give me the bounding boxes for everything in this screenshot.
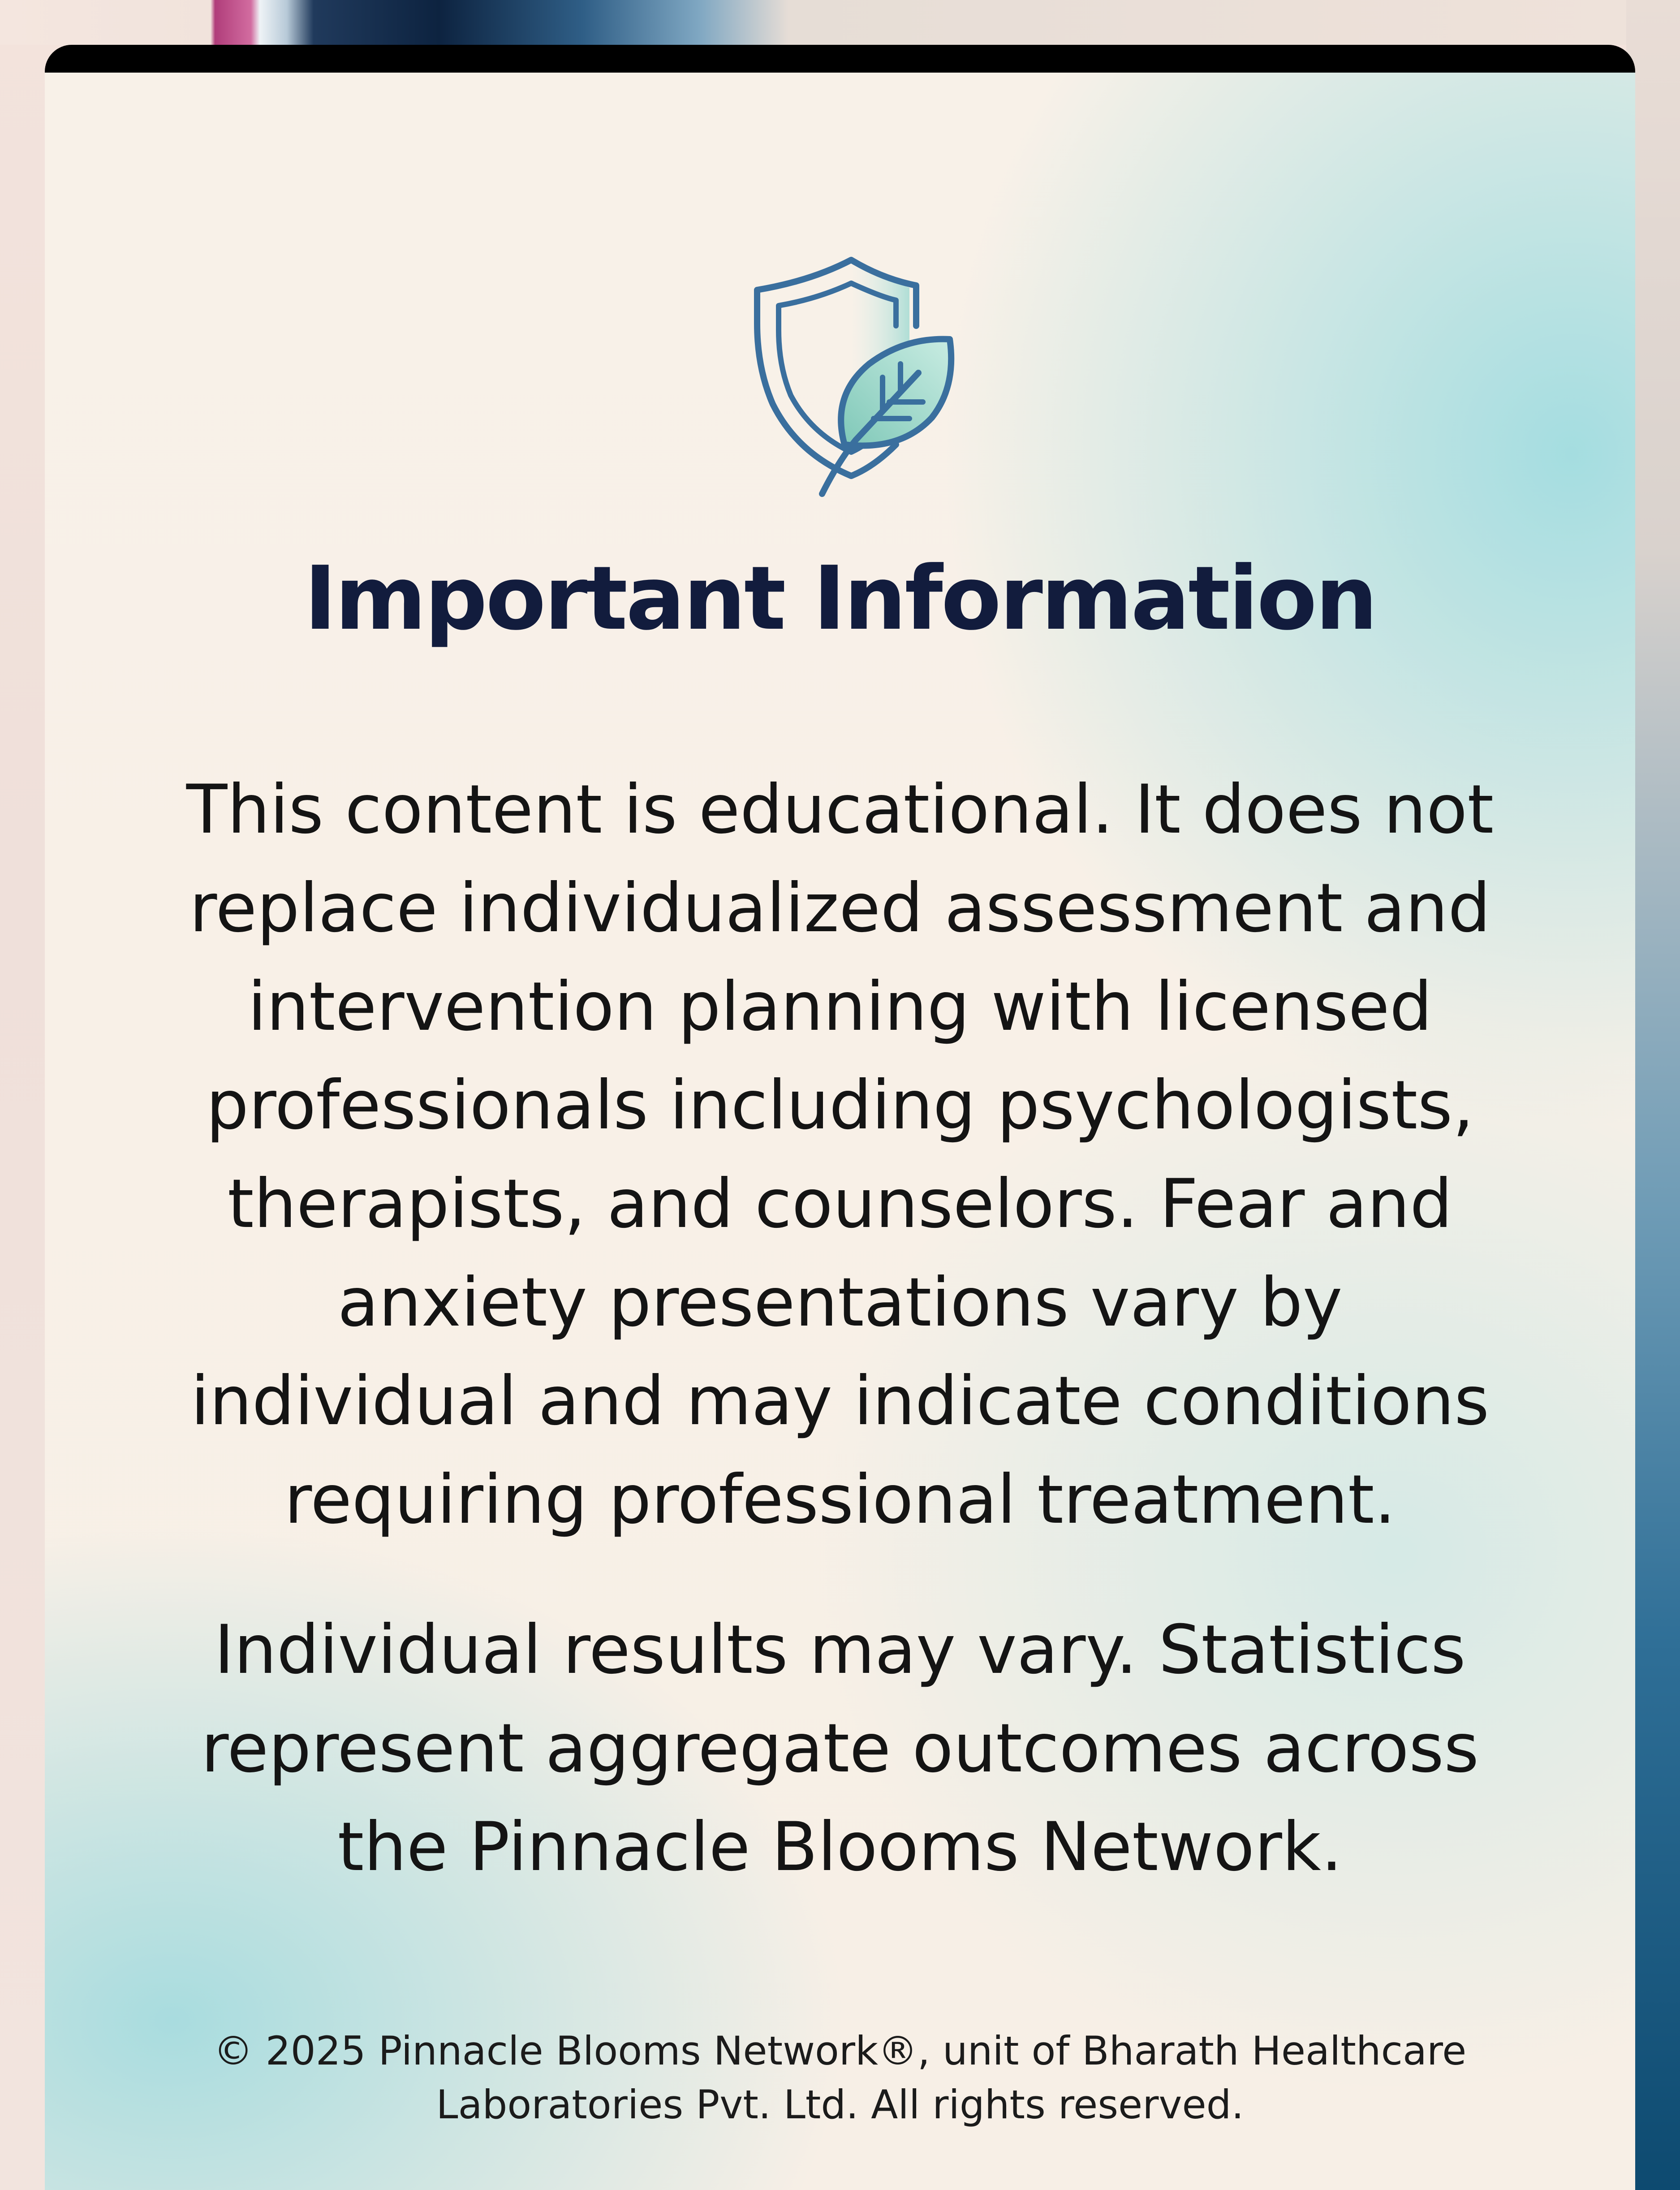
card-body: [45, 73, 1635, 2190]
disclaimer-paragraph: This content is educational. It does not replace individualized assessment and intervention planning with licensed professionals including psychologists, therapists, and counselors. Fear and anxiety presentations vary by individual and may indicate conditions requiring professional treatment.: [186, 771, 1494, 1539]
shield-leaf-icon: [735, 252, 968, 503]
information-card: [45, 45, 1635, 2190]
page-title: Important Information: [304, 548, 1376, 650]
background-photo-strip: [0, 0, 1680, 45]
copyright-footer: © 2025 Pinnacle Blooms Network®, unit of Bharath Healthcare Laboratories Pvt. Ltd. All rights reserved.: [213, 2028, 1467, 2128]
results-paragraph: Individual results may vary. Statistics represent aggregate outcomes across the Pinnacle Blooms Network.: [201, 1611, 1479, 1886]
